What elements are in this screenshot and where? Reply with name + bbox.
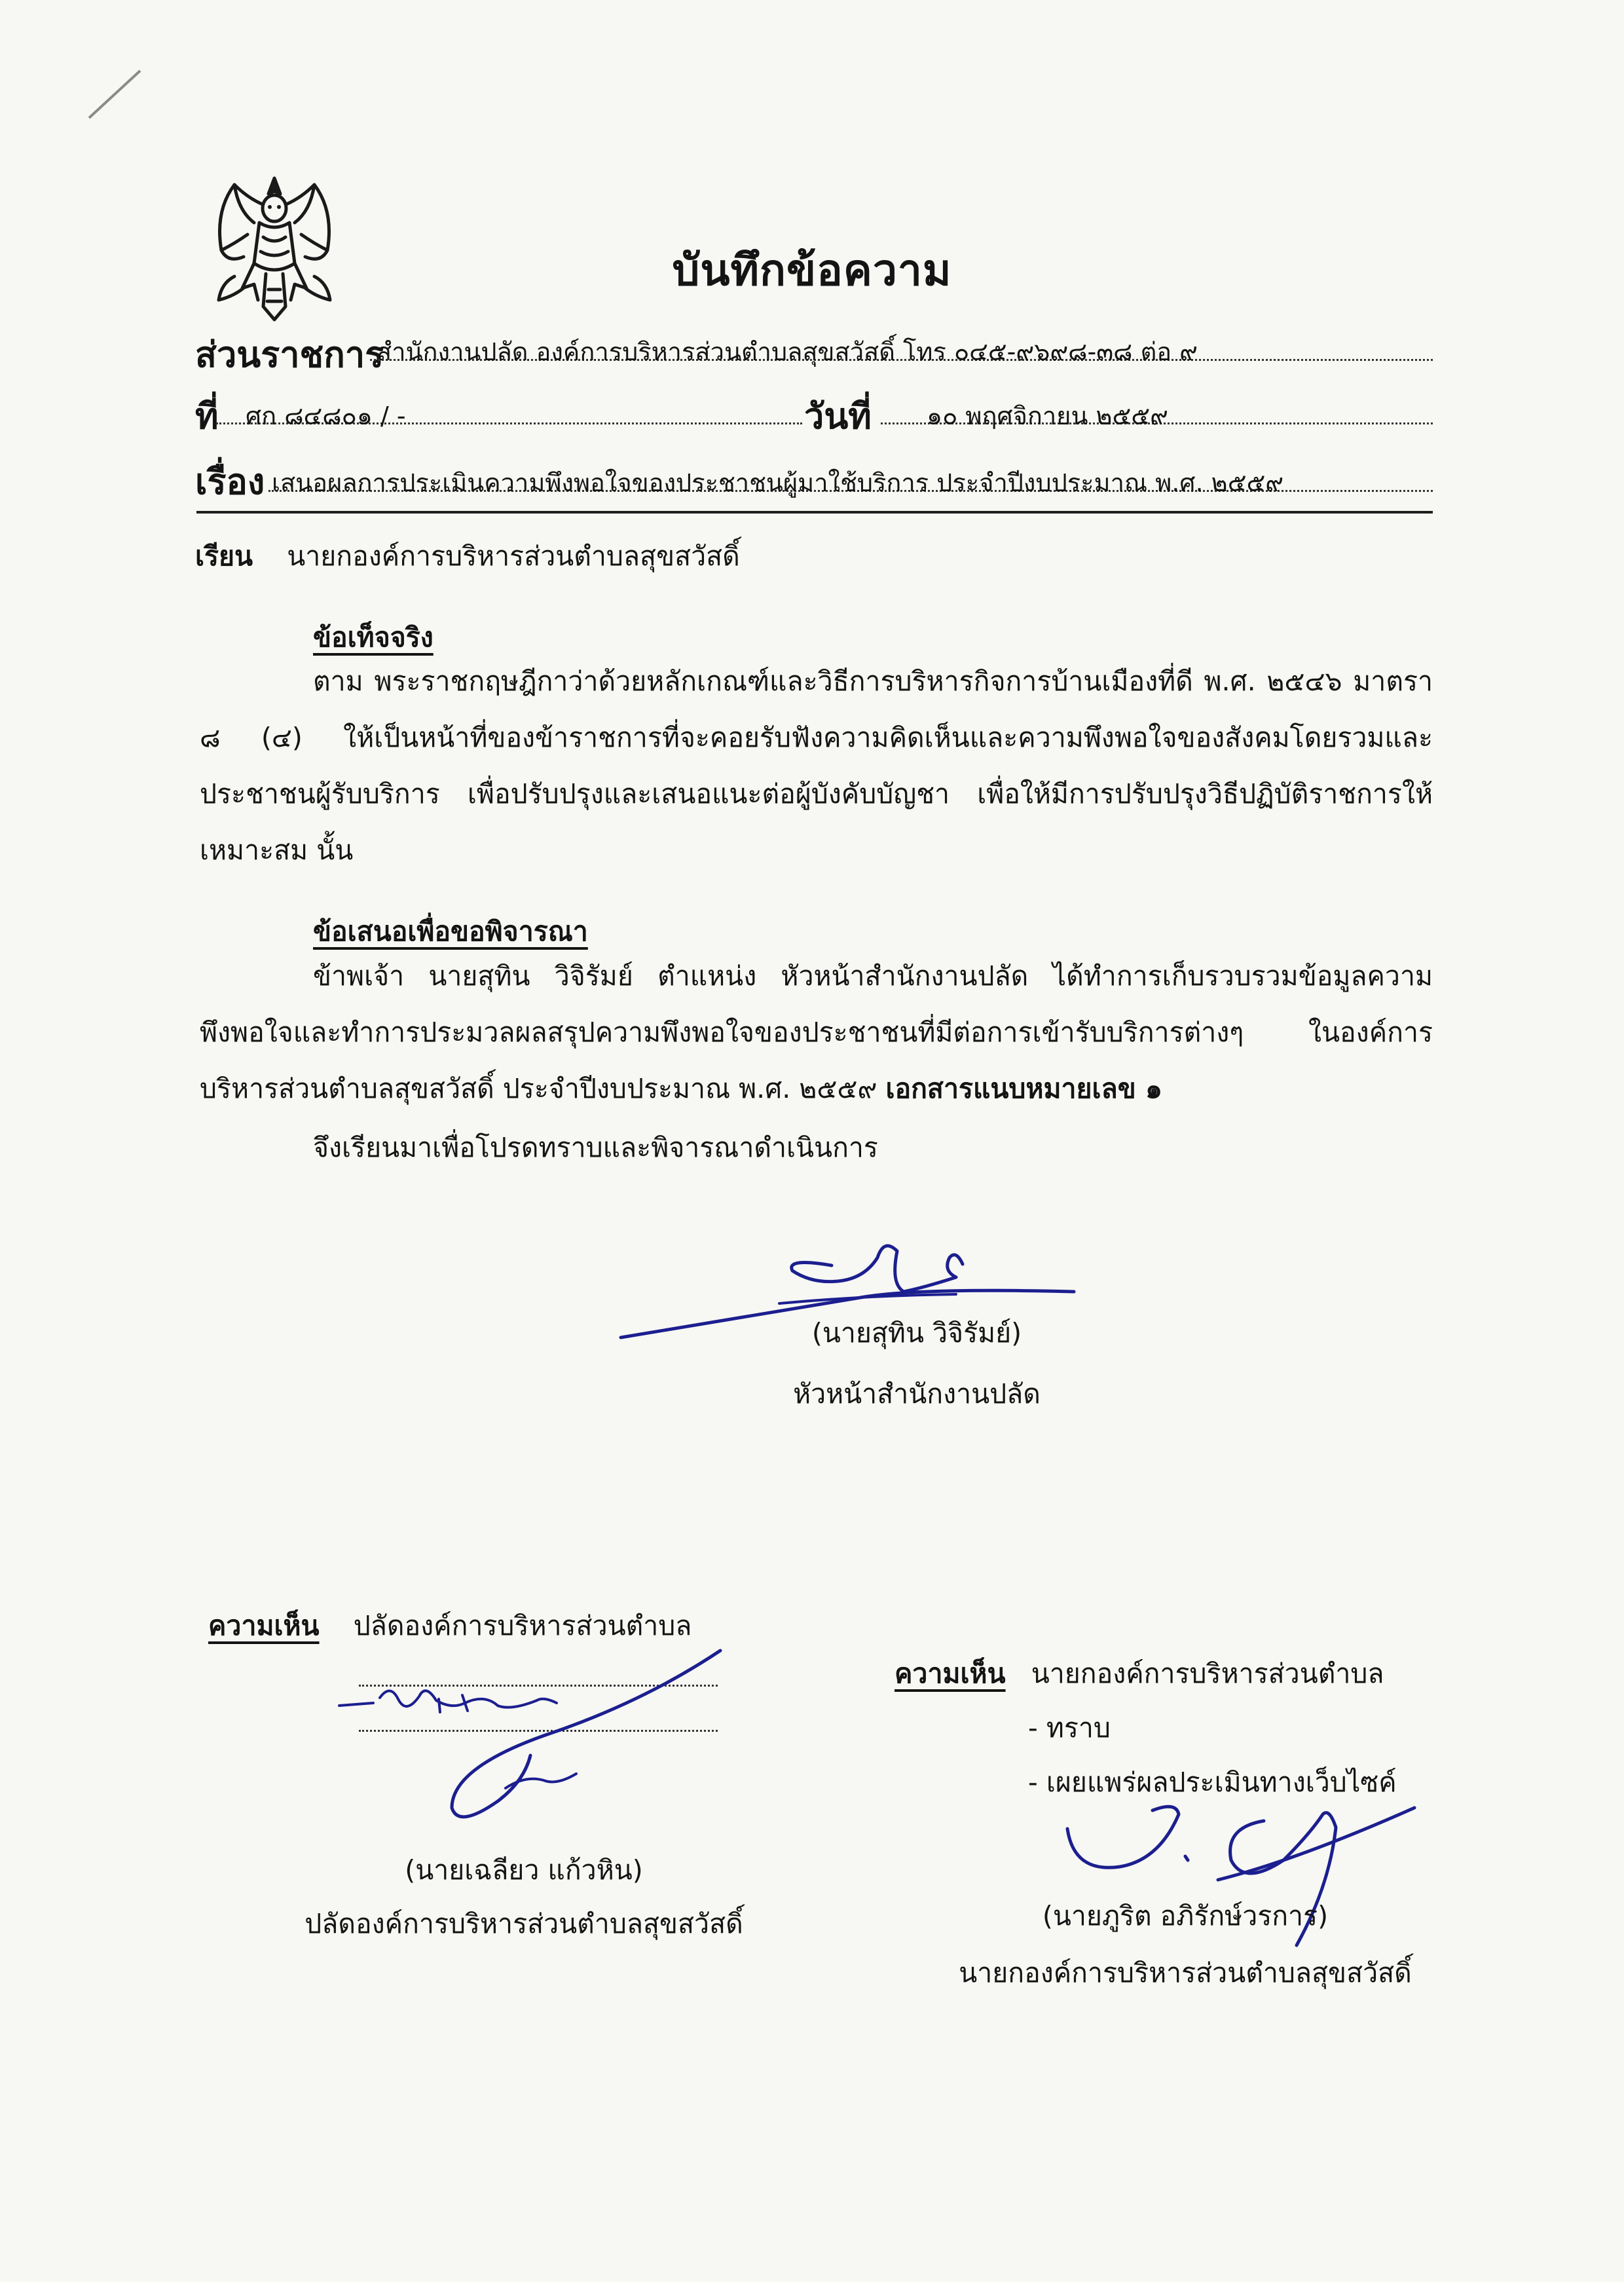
- opinion-right: [895, 1641, 1384, 1706]
- proposal-line-3-text: บริหารส่วนตำบลสุขสวัสดิ์ ประจำปีงบประมาณ พ.ศ. ๒๕๕๙: [200, 1073, 886, 1104]
- header-divider: [196, 511, 1433, 514]
- agency-value: สำนักงานปลัด องค์การบริหารส่วนตำบลสุขสวัสดิ์ โทร ๐๔๕-๙๖๙๘-๓๘ ต่อ ๙: [377, 337, 1198, 366]
- opinion-right-label: ความเห็น: [895, 1658, 1006, 1689]
- addressee-value: นายกองค์การบริหารส่วนตำบลสุขสวัสดิ์: [287, 540, 740, 572]
- opinion-right-name: (นายภูริต อภิรักษ์วรการ): [1042, 1900, 1329, 1932]
- signer1-position: หัวหน้าสำนักงานปลัด: [793, 1378, 1041, 1410]
- attachment-ref: เอกสารแนบหมายเลข ๑: [885, 1073, 1163, 1104]
- proposal-line-3: [200, 1057, 1162, 1121]
- signer1-name: (นายสุทิน วิจิรัมย์): [811, 1317, 1022, 1349]
- proposal-line-2: พึงพอใจและทำการประมวลผลสรุปความพึงพอใจของประชาชนที่มีต่อการเข้ารับบริการต่างๆ ในองค์การ: [200, 1017, 1433, 1048]
- agency-label: ส่วนราชการ: [195, 334, 384, 375]
- date-label: วันที่: [804, 396, 872, 437]
- closing-sentence: จึงเรียนมาเพื่อโปรดทราบและพิจารณาดำเนินการ: [313, 1132, 878, 1163]
- opinion-right-position: นายกองค์การบริหารส่วนตำบลสุขสวัสดิ์: [959, 1957, 1412, 1989]
- proposal-heading: ข้อเสนอเพื่อขอพิจารณา: [313, 916, 588, 947]
- ref-label: ที่: [195, 396, 219, 437]
- facts-line-4: เหมาะสม นั้น: [200, 834, 354, 866]
- facts-line-2: ๘ (๔) ให้เป็นหน้าที่ของข้าราชการที่จะคอยรับฟังความคิดเห็นและความพึงพอใจของสังคมโดยรวมและ: [200, 722, 1433, 753]
- signature-chaliao: [327, 1637, 747, 1841]
- subject-value: เสนอผลการประเมินความพึงพอใจของประชาชนผู้มาใช้บริการ ประจำปีงบประมาณ พ.ศ. ๒๕๕๙: [272, 468, 1284, 497]
- document-title: บันทึกข้อความ: [672, 245, 952, 295]
- opinion-right-item-1: - ทราบ: [1028, 1712, 1111, 1744]
- opinion-left-label: ความเห็น: [208, 1610, 320, 1641]
- subject-label: เรื่อง: [195, 461, 265, 502]
- opinion-left-title: ปลัดองค์การบริหารส่วนตำบล: [353, 1610, 692, 1641]
- opinion-right-item-2: - เผยแพร่ผลประเมินทางเว็บไซค์: [1028, 1767, 1397, 1798]
- ref-value: ศก ๘๔๘๐๑ / -: [246, 402, 406, 430]
- facts-line-3: ประชาชนผู้รับบริการ เพื่อปรับปรุงและเสนอแนะต่อผู้บังคับบัญชา เพื่อให้มีการปรับปรุงวิธีปฏิบัติราชการให้: [200, 778, 1433, 810]
- date-value: ๑๐ พฤศจิกายน ๒๕๕๙: [927, 402, 1168, 430]
- addressee: [195, 524, 740, 588]
- proposal-line-1: ข้าพเจ้า นายสุทิน วิจิรัมย์ ตำแหน่ง หัวหน้าสำนักงานปลัด ได้ทำการเก็บรวบรวมข้อมูลความ: [313, 960, 1433, 992]
- facts-line-1: ตาม พระราชกฤษฎีกาว่าด้วยหลักเกณฑ์และวิธีการบริหารกิจการบ้านเมืองที่ดี พ.ศ. ๒๕๔๖ มาตรา: [313, 665, 1433, 697]
- addressee-label: เรียน: [195, 540, 253, 572]
- pencil-mark: [85, 65, 144, 124]
- opinion-right-title: นายกองค์การบริหารส่วนตำบล: [1031, 1658, 1384, 1689]
- opinion-left-name: (นายเฉลียว แก้วหิน): [405, 1854, 643, 1886]
- opinion-left-position: ปลัดองค์การบริหารส่วนตำบลสุขสวัสดิ์: [304, 1908, 743, 1939]
- facts-heading: ข้อเท็จจริง: [313, 622, 434, 653]
